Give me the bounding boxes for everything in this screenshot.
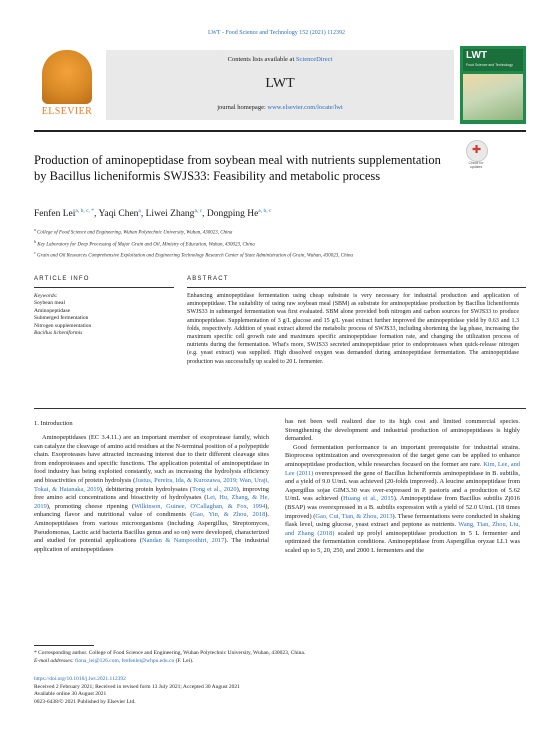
crossmark-label-line2: updates bbox=[469, 165, 483, 169]
affiliation bbox=[34, 249, 526, 261]
author-name[interactable]: Fenfen Lei bbox=[34, 209, 76, 220]
text-run: ). Aminopeptidases from various microorganisms (including Aspergillus, Streptomyces, Pseudomonas, Lactic acid bacteria Bacillus genus and so on) were developed, characterized and studied for potential applications ( bbox=[34, 511, 269, 545]
citation-link[interactable]: Wang, Tian, Zhou, Liu, and Zhang (2018) bbox=[285, 521, 520, 537]
affiliation bbox=[34, 238, 526, 250]
affiliation bbox=[34, 226, 526, 238]
citation-link[interactable]: Lei, Hu, Zhang, & He, 2019 bbox=[34, 494, 270, 510]
citation-link[interactable]: Gao, Cui, Tian, & Zhou, 2013 bbox=[315, 512, 393, 520]
author[interactable] bbox=[98, 209, 145, 219]
text-run: Aminopeptidases (EC 3.4.11.) are an important member of exoprotease family, which can catalyze the cleavage of amino acid residues at the N-terminal position of a polypeptide chain. Exoproteases have attracted increasing interest due to their different cleavage sites from endoproteases and specific functions. The application potential of aminopeptidase in food industry has being exploited constantly, such as increasing the hydrolysis efficiency and bioactivities of protein hydrolysis ( bbox=[34, 434, 269, 484]
keyword: Bacillus licheniformis bbox=[34, 330, 83, 336]
journal-banner bbox=[34, 46, 526, 124]
abstract-text: Enhancing aminopeptidase fermentation using cheap substrate is very necessary for industrial production and application of aminopeptidase. The suitability of using raw soybean meal (SBM) as substrate for aminopeptidase production by Bacillus licheniformis SWJS33 in submerged fermentation was first evaluated. SBM alone provided both nitrogen and carbon sources for SWJS33 to produce aminopeptidase. Supplementation of 3 g/L glucose and 15 g/L yeast extract further improved the aminopeptidase yield by 0.63 and 1.3 folds, respectively. Addition of yeast extract altered the metabolic process of SWJS33, including shortening the lag phase, increasing the maximum specific cell growth rate and maximum specific aminopeptidase formation rate, and changing the utilization process of nutrients during the fermentation. What's more, SWJS33 secreted aminopeptidase prior to endoproteases when quick-release nitrogen (e.g. yeast extract) was supplied. High dissolved oxygen was demanded during aminopeptidase fermentation. The aminopeptidase production was successfully up scaled to 20 L fermenter. bbox=[187, 293, 519, 365]
copyright: 0023-6438/© 2021 Published by Elsevier Ltd. bbox=[34, 698, 136, 705]
text-run: ), improving free amino acid concentrations and bioactivity of hydrolysates ( bbox=[34, 485, 269, 502]
affiliation-mark: a bbox=[34, 227, 36, 232]
email-suffix: (F. Lei). bbox=[174, 657, 194, 664]
keyword: Soybean meal bbox=[34, 300, 66, 306]
paragraph: has not been well realized due to its high cost and limited commercial species. Strengthening the development and industrial production of aminopeptidases is highly demanded. bbox=[285, 418, 520, 443]
author-affil-marks[interactable]: a, c bbox=[194, 208, 203, 214]
contents-prefix: Contents lists available at bbox=[227, 56, 296, 63]
abstract-bottom-rule bbox=[34, 408, 526, 409]
text-run: ), debittering protein hydrolysates ( bbox=[99, 485, 193, 493]
affiliation-text: Key Laboratory for Deep Processing of Major Grain and Oil, Ministry of Education, Wuhan, 430023, China bbox=[37, 242, 255, 248]
article-info-rule bbox=[34, 287, 174, 288]
citation-link[interactable]: Gao, Yin, & Zhou, 2018 bbox=[192, 511, 266, 519]
keywords-label: Keywords: bbox=[34, 293, 58, 299]
citation-link[interactable]: Huang et al., 2015 bbox=[343, 495, 394, 503]
doi-link[interactable]: https://doi.org/10.1016/j.lwt.2021.112392 bbox=[34, 676, 126, 682]
citation-link[interactable]: Kim, Lee, and Lee (2011) bbox=[285, 460, 520, 477]
article-title: Production of aminopeptidase from soybean meal with nutrients supplementation by Bacillus licheniformis SWJS33: Feasibility and metabolic process bbox=[34, 153, 441, 183]
affiliation-text: College of Food Science and Engineering, Wuhan Polytechnic University, Wuhan, 430023, China bbox=[37, 230, 233, 236]
abstract-rule bbox=[187, 287, 526, 288]
citation-link[interactable]: Tong et al., 2020 bbox=[192, 485, 237, 493]
keywords-list bbox=[34, 300, 91, 338]
author-affil-marks[interactable]: a bbox=[138, 208, 141, 214]
cover-image bbox=[463, 74, 523, 120]
cover-subtitle: Food Science and Technology bbox=[466, 63, 513, 67]
author-separator: , bbox=[140, 209, 146, 220]
homepage-line bbox=[106, 104, 454, 111]
text-run: Good fermentation performance is an important prerequisite for industrial strains. Bioprocess optimization and overexpression of the target gene can be applied to enhance aminopeptidase production, while researches focused on the former are rare. bbox=[285, 443, 520, 468]
email-links[interactable]: fiona_lei@126.com, fenfenlei@whpu.edu.cn bbox=[75, 657, 175, 664]
contents-line bbox=[106, 56, 454, 63]
received-dates: Received 2 February 2021; Received in revised form 13 July 2021; Accepted 30 August 2021 bbox=[34, 683, 240, 690]
affiliation-mark: c bbox=[34, 250, 36, 256]
homepage-prefix: journal homepage: bbox=[217, 104, 268, 111]
elsevier-logo[interactable] bbox=[34, 46, 100, 124]
crossmark-label bbox=[463, 161, 489, 169]
homepage-link[interactable]: www.elsevier.com/locate/lwt bbox=[267, 104, 343, 111]
email-label: E-mail addresses: bbox=[34, 657, 76, 664]
keyword: Aminopeptidase bbox=[34, 307, 71, 314]
journal-cover[interactable] bbox=[460, 46, 526, 124]
paragraph bbox=[285, 444, 520, 556]
article-info-heading: ARTICLE INFO bbox=[34, 276, 90, 282]
author[interactable] bbox=[146, 209, 207, 219]
citation-link[interactable]: Wilkinson, Guinee, O'Callaghan, & Fox, 1994 bbox=[134, 502, 266, 510]
header-divider bbox=[34, 130, 526, 132]
author-affil-marks[interactable]: a, b, c, * bbox=[75, 208, 95, 214]
publication-info bbox=[34, 676, 526, 706]
citation-link[interactable]: Nandan & Nampoothiri, 2017 bbox=[141, 537, 225, 545]
keyword: Nitrogen supplementation bbox=[34, 322, 92, 329]
text-run: overexpressed the gene of Bacillus licheniformis aminopeptidase in B. subtilis, and a yield of 9.0 U/mL was achieved (20-folds improved). A leucine aminopeptidase from Aspergillus sojae GIM3.30 was over-expressed in P. pastoris and a production of 5.62 U/mL was achieved ( bbox=[285, 469, 520, 503]
author[interactable] bbox=[207, 209, 272, 219]
author[interactable] bbox=[34, 209, 98, 219]
affiliation-text: Grain and Oil Resources Comprehensive Exploitation and Engineering Technology Research Center of State Administration of Grain, Wuhan, 430023, China bbox=[37, 253, 353, 259]
paragraph bbox=[34, 434, 269, 554]
text-run: ), promoting cheese ripening ( bbox=[46, 502, 135, 510]
text-run: ), enhancing flavor and nutritional value of condiments ( bbox=[34, 502, 270, 519]
section-heading-introduction: 1. Introduction bbox=[34, 420, 73, 427]
author-name[interactable]: Yaqi Chen bbox=[98, 209, 139, 220]
right-column bbox=[285, 418, 520, 556]
affiliations bbox=[34, 226, 526, 261]
text-run: ). These fermentations were conducted in shaking flask level, using glucose, yeast extract and peptone as nutrients. bbox=[285, 512, 520, 529]
crossmark-label-line1: Check for bbox=[468, 161, 484, 165]
author-name[interactable]: Dongping He bbox=[206, 209, 259, 220]
author-separator: , bbox=[94, 209, 99, 220]
journal-reference[interactable]: LWT - Food Science and Technology 152 (2021) 112392 bbox=[208, 30, 345, 36]
journal-title: LWT bbox=[265, 76, 295, 91]
author-separator: , bbox=[202, 209, 207, 220]
elsevier-tree-icon bbox=[42, 50, 92, 104]
affiliation-mark: b bbox=[34, 238, 36, 244]
text-run: ). Aminopeptidase from Bacillus subtilis Zj016 (BSAP) was overexpressed in a B. subtilis expression with a yield of 52.0 U/mL (18 times improved) ( bbox=[285, 495, 520, 520]
text-run: ). The industrial application of aminopeptidases bbox=[34, 537, 269, 553]
banner-center bbox=[106, 50, 454, 120]
abstract-heading: ABSTRACT bbox=[187, 276, 229, 282]
keyword: Submerged fermentation bbox=[34, 315, 89, 321]
text-run: scaled up prolyl aminopeptidase production in 5 L fermenter and optimized the fermentation conditions. Aminopeptidase from Aspergillus oryzae LL1 was scaled up to 5, 20, 250, and 2000 L fermenters and the bbox=[285, 529, 520, 554]
left-column bbox=[34, 434, 269, 554]
crossmark-badge[interactable] bbox=[463, 140, 489, 169]
email-note bbox=[34, 658, 526, 666]
author-affil-marks[interactable]: a, b, c bbox=[258, 208, 272, 214]
footnote-rule bbox=[34, 645, 94, 646]
author-name[interactable]: Liwei Zhang bbox=[145, 209, 195, 220]
author-list bbox=[34, 208, 526, 219]
cover-header bbox=[463, 49, 523, 71]
corresponding-author-note: * Corresponding author. College of Food Science and Engineering, Wuhan Polytechnic University, Wuhan, 430023, China. bbox=[34, 650, 306, 656]
publisher-name: ELSEVIER bbox=[41, 106, 93, 117]
crossmark-icon: ✚ bbox=[472, 143, 482, 156]
footnotes bbox=[34, 650, 526, 665]
sciencedirect-link[interactable]: ScienceDirect bbox=[295, 56, 333, 63]
citation-link[interactable]: Justus, Pereira, Ida, & Kurozawa, 2019; Wan, Uraji, Tokai, & Hatanaka, 2019 bbox=[34, 476, 269, 493]
available-online: Available online 30 August 2021 bbox=[34, 691, 107, 697]
cover-title: LWT bbox=[466, 50, 488, 61]
